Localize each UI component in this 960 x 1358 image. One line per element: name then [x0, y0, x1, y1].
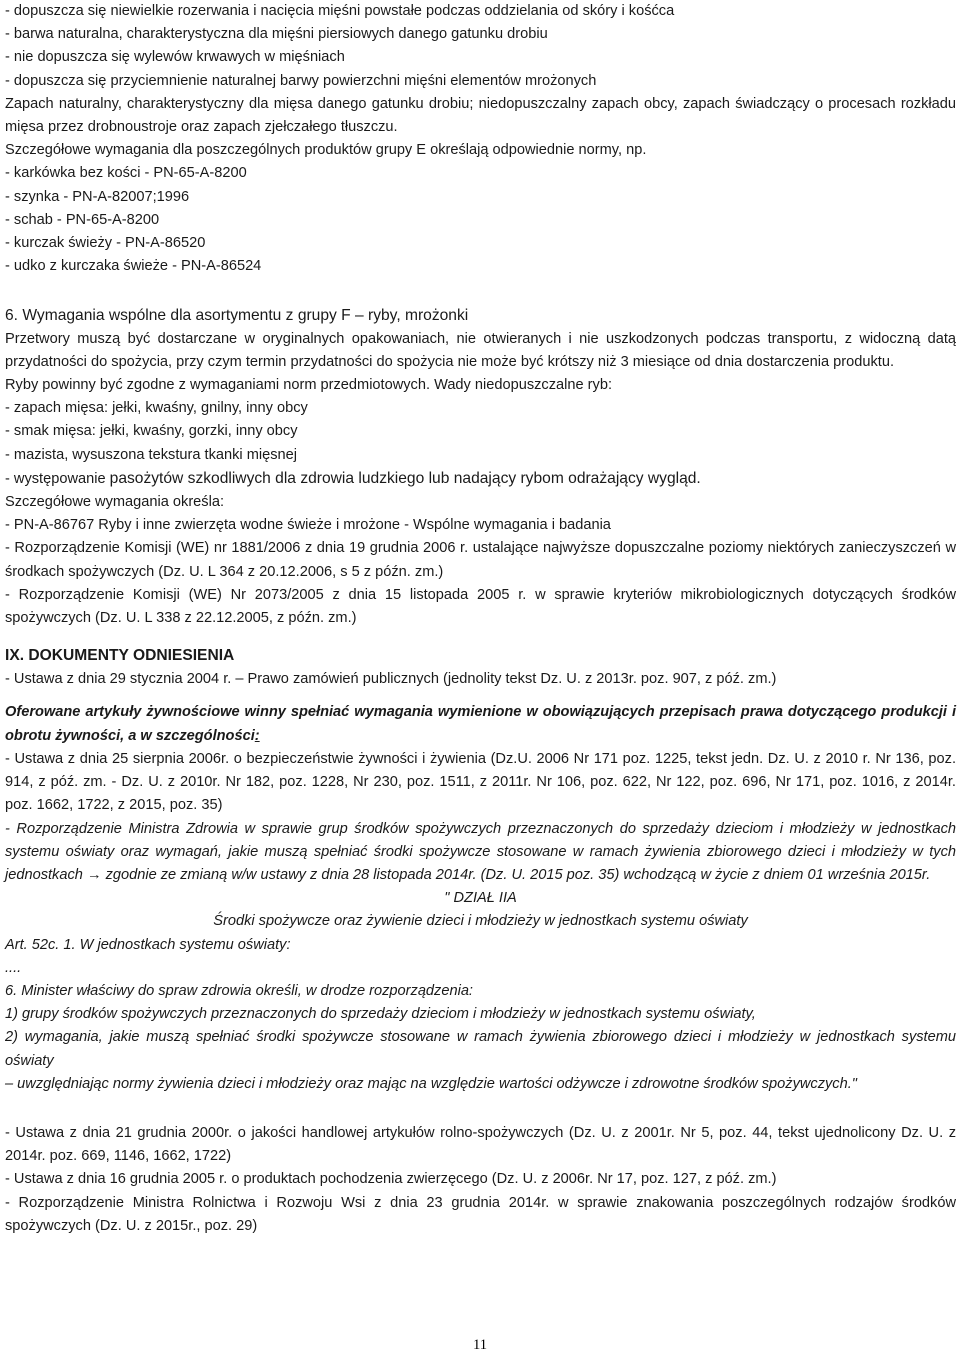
list-item: - nie dopuszcza się wylewów krwawych w mięśniach — [5, 49, 345, 66]
page-number: 11 — [472, 1337, 488, 1353]
parasites-prefix: - występowanie — [5, 470, 110, 487]
list-item: - Rozporządzenie Komisji (WE) Nr 2073/2005 z dnia 15 listopada 2005 r. w sprawie kryteriów mikrobiologicznych dotyczących środków spożywczych (Dz. U. L 338 z 22.12.2005, z późn. zm.) — [5, 586, 956, 627]
list-item: - barwa naturalna, charakterystyczna dla mięśni piersiowych danego gatunku drobiu — [5, 26, 548, 43]
list-item: - kurczak świeży - PN-A-86520 — [5, 235, 206, 252]
smell-paragraph: Zapach naturalny, charakterystyczny dla mięsa danego gatunku drobiu; niedopuszczalny zapach obcy, zapach świadczący o procesach rozkładu mięsa przez drobnoustroje oraz zapach zjełczałego tłuszczu. — [5, 95, 956, 136]
law-2004: - Ustawa z dnia 29 stycznia 2004 r. – Prawo zamówień publicznych (jednolity tekst Dz. U. z 2013r. poz. 907, z póź. zm.) — [5, 671, 777, 688]
law-2000: - Ustawa z dnia 21 grudnia 2000r. o jakości handlowej artykułów rolno-spożywczych (Dz. U. z 2001r. Nr 5, poz. 44, tekst ujednolicony Dz. U. z 2014r. poz. 669, 1146, 1662, 1722) — [5, 1124, 956, 1165]
item-6-1: 1) grupy środków spożywczych przeznaczonych do sprzedaży dzieciom i młodzieży w jednostkach systemu oświaty, — [5, 1006, 756, 1023]
group-e-norms — [5, 162, 956, 278]
group-e-intro: Szczegółowe wymagania dla poszczególnych produktów grupy E określają odpowiednie normy, np. — [5, 142, 647, 159]
fish-defects-intro: Wady niedopuszczalne ryb: — [430, 377, 613, 394]
list-item: - PN-A-86767 Ryby i inne zwierzęta wodne świeże i mrożone - Wspólne wymagania i badania — [5, 517, 611, 534]
list-item: - zapach mięsa: jełki, kwaśny, gnilny, inny obcy — [5, 400, 308, 417]
packaging-paragraph: Przetwory muszą być dostarczane w oryginalnych opakowaniach, nie otwieranych i nie uszkodzonych podczas transportu, z widoczną datą przydatności do spożycia, przy czym termin przydatności do spożycia nie może być krótszy niż 3 miesiące od dnia dostarczenia produktu. — [5, 330, 956, 370]
item-6-2: 2) wymagania, jakie muszą spełniać środki spożywcze stosowane w ramach żywienia zbiorowego dzieci i młodzieży w jednostkach systemu oświaty — [5, 1029, 956, 1069]
law-2006: - Ustawa z dnia 25 sierpnia 2006r. o bezpieczeństwie żywności i żywienia (Dz.U. 2006 Nr 171 poz. 1225, tekst jedn. Dz. U. z 2010 r. Nr 136, poz. 914, z póź. zm. - Dz. U. z 2010r. Nr 182, poz. 1228, Nr 230, poz. 1511, z 2011r. Nr 106, poz. 622, Nr 122, poz. 696, Nr 171, poz. 1016, z 2014r. poz. 1662, 1722, z 2015, poz. 35) — [5, 750, 956, 814]
offered-articles-paragraph — [5, 701, 956, 747]
list-item: - Rozporządzenie Komisji (WE) nr 1881/2006 z dnia 19 grudnia 2006 r. ustalające najwyższe dopuszczalne poziomy niektórych zanieczyszczeń w środkach spożywczych (Dz. U. L 364 z 20.12.2006, s 5 z późn. zm.) — [5, 540, 956, 580]
quote-title: " DZIAŁ IIA — [444, 890, 517, 907]
article-52c: Art. 52c. 1. W jednostkach systemu oświaty: — [5, 936, 291, 953]
law-2005: - Ustawa z dnia 16 grudnia 2005 r. o produktach pochodzenia zwierzęcego (Dz. U. z 2006r. Nr 17, poz. 127, z póź. zm.) — [5, 1171, 777, 1188]
list-item: - dopuszcza się przyciemnienie naturalnej barwy powierzchni mięśni elementów mrożonych — [5, 72, 597, 89]
parasites-item — [5, 467, 956, 491]
list-item: - smak mięsa: jełki, kwaśny, gorzki, inny obcy — [5, 423, 298, 440]
list-item: - mazista, wysuszona tekstura tkanki mięsnej — [5, 446, 297, 463]
detail-intro: Szczegółowe wymagania określa: — [5, 494, 225, 511]
quote-subtitle: Środki spożywcze oraz żywienie dzieci i młodzieży w jednostkach systemu oświaty — [213, 913, 748, 930]
fish-norms-text: Ryby powinny być zgodne z wymaganiami norm przedmiotowych. — [5, 377, 431, 394]
list-item: - karkówka bez kości - PN-65-A-8200 — [5, 165, 247, 182]
regulation-paragraph: - Rozporządzenie Ministra Zdrowia w sprawie grup środków spożywczych przeznaczonych do sprzedaży dzieciom i młodzieży w jednostkach systemu oświaty oraz wymagań, jakie muszą spełniać środki spożywcze stosowane w ramach żywienia zbiorowego dzieci i młodzieży w tych jednostkach → zgodnie ze zmianą w/w ustawy z dnia 28 listopada 2014r. (Dz. U. 2015 poz. 35) wchodzącą w życie z dniem 01 września 2015r. — [5, 820, 956, 883]
item-6-3: – uwzględniając normy żywienia dzieci i młodzieży oraz mając na względzie wartości odżywcze i zdrowotne środków spożywczych." — [5, 1075, 857, 1092]
list-item: - schab - PN-65-A-8200 — [5, 211, 160, 228]
offered-articles-colon: : — [254, 727, 260, 744]
fish-norms-paragraph — [5, 374, 956, 397]
list-item: - szynka - PN-A-82007;1996 — [5, 188, 190, 205]
section-6-title: 6. Wymagania wspólne dla asortymentu z grupy F – ryby, mrożonki — [5, 307, 469, 325]
fresh-meat-list — [5, 0, 956, 93]
parasites-text: pasożytów szkodliwych dla zdrowia ludzkiego lub nadający rybom odrażający wygląd. — [109, 469, 701, 487]
list-item: - dopuszcza się niewielkie rozerwania i nacięcia mięśni powstałe podczas oddzielania od skóry i kośćca — [5, 3, 675, 19]
item-6: 6. Minister właściwy do spraw zdrowia określi, w drodze rozporządzenia: — [5, 982, 473, 999]
ellipsis: .... — [5, 959, 22, 976]
list-item: - udko z kurczaka świeże - PN-A-86524 — [5, 258, 262, 275]
offered-articles-text: Oferowane artykuły żywnościowe winny spełniać wymagania wymienione w obowiązujących przepisach prawa dotyczącego produkcji i obrotu żywności, a w szczególności — [5, 704, 956, 744]
regulation-2014: - Rozporządzenie Ministra Rolnictwa i Rozwoju Wsi z dnia 23 grudnia 2014r. w sprawie znakowania poszczególnych rodzajów środków spożywczych (Dz. U. z 2015r., poz. 29) — [5, 1194, 956, 1234]
section-9-heading: IX. DOKUMENTY ODNIESIENIA — [5, 647, 235, 665]
